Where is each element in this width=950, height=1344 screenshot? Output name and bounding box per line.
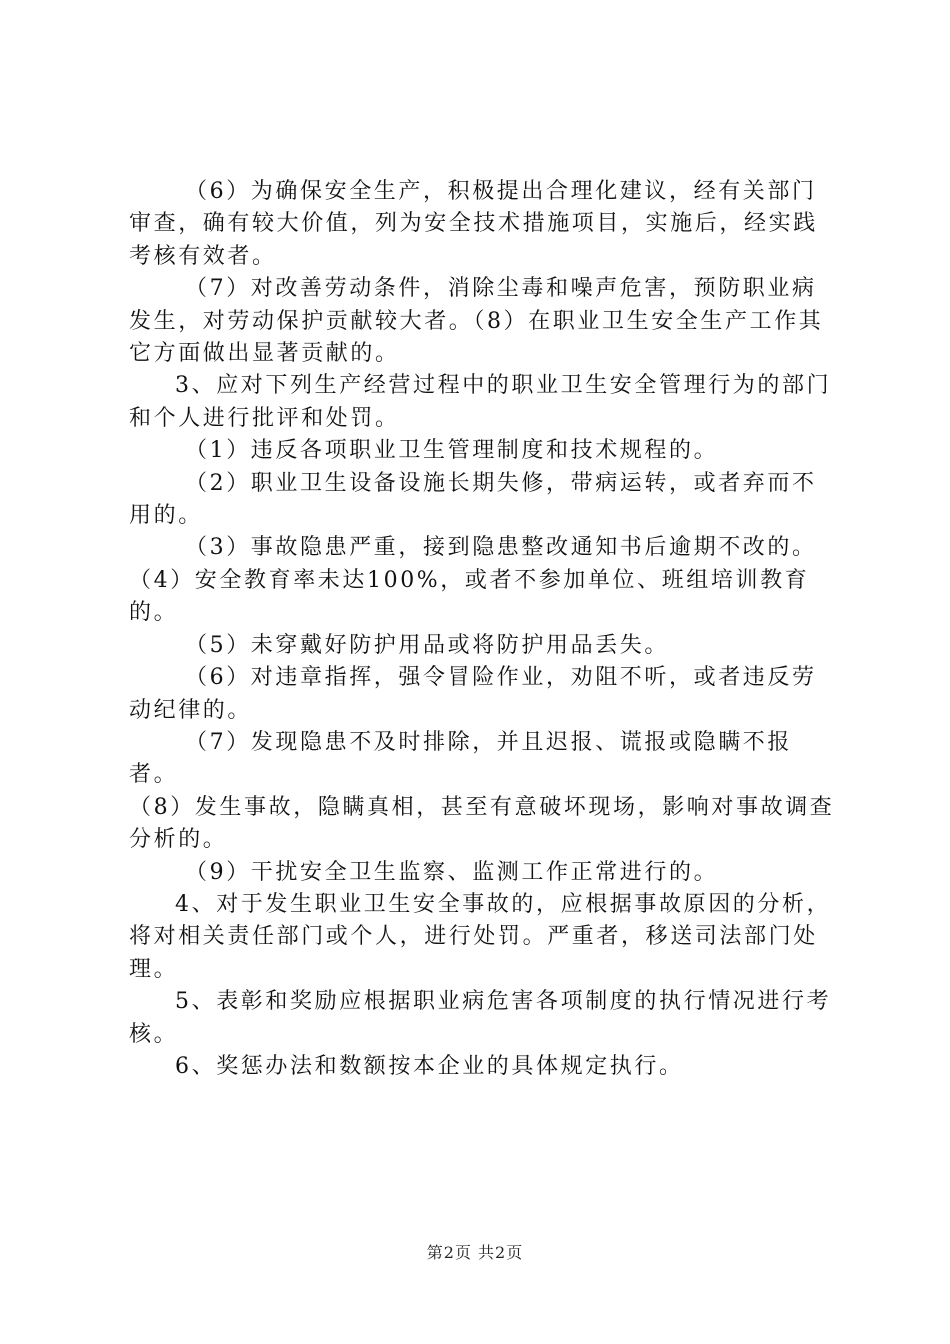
- paragraph: 3、应对下列生产经营过程中的职业卫生安全管理行为的部门和个人进行批评和处罚。: [129, 373, 832, 431]
- paragraph: （7）发现隐患不及时排除，并且迟报、谎报或隐瞒不报者。: [129, 729, 792, 788]
- paragraph: 5、表彰和奖励应根据职业病危害各项制度的执行情况进行考核。: [129, 989, 832, 1047]
- paragraph: （2）职业卫生设备设施长期失修，带病运转，或者弃而不用的。: [129, 470, 817, 529]
- paragraph: （5）未穿戴好防护用品或将防护用品丢失。: [185, 632, 669, 658]
- paragraph: （8）发生事故，隐瞒真相，甚至有意破坏现场，影响对事故调查分析的。: [129, 794, 835, 853]
- paragraph: （7）对改善劳动条件，消除尘毒和噪声危害，预防职业病发生，对劳动保护贡献较大者。（8）在职业卫生安全生产工作其它方面做出显著贡献的。: [129, 276, 824, 367]
- paragraph: （3）事故隐患严重，接到隐患整改通知书后逾期不改的。: [185, 535, 817, 561]
- paragraph: （9）干扰安全卫生监察、监测工作正常进行的。: [185, 859, 719, 885]
- page-footer: 第2页 共2页: [426, 1243, 524, 1262]
- paragraph: 4、对于发生职业卫生安全事故的，应根据事故原因的分析，将对相关责任部门或个人，进行处罚。严重者，移送司法部门处理。: [129, 891, 832, 982]
- document-body: [129, 176, 841, 1083]
- paragraph: 6、奖惩办法和数额按本企业的具体规定执行。: [175, 1053, 684, 1079]
- paragraph: （6）为确保安全生产，积极提出合理化建议，经有关部门审查，确有较大价值，列为安全技术措施项目，实施后，经实践考核有效者。: [129, 179, 818, 269]
- paragraph: （6）对违章指挥，强令冒险作业，劝阻不听，或者违反劳动纪律的。: [129, 665, 817, 723]
- paragraph: （1）违反各项职业卫生管理制度和技术规程的。: [185, 438, 719, 464]
- paragraph: （4）安全教育率未达100%，或者不参加单位、班组培训教育的。: [129, 567, 810, 626]
